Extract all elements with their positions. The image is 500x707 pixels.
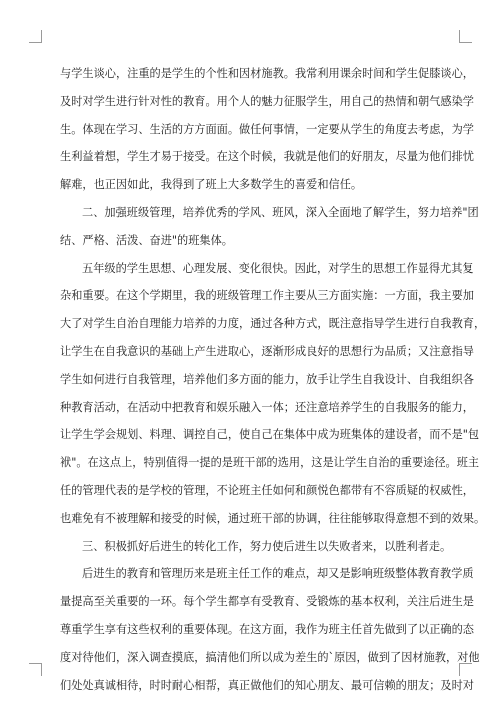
text-line: 学生如何进行自我管理，培养他们多方面的能力，放手让学生自我设计、自我组织各 <box>60 372 474 386</box>
text-line: 让学生在自我意识的基础上产生进取心，逐渐形成良好的思想行为品质；又注意指导 <box>60 344 474 358</box>
text-line: 袱"。在这点上，特别值得一提的是班干部的选用，这是让学生自治的重要途径。班主 <box>60 456 480 470</box>
text-line: 五年级的学生思想、心理发展、变化很快。因此，对学生的思想工作显得尤其复 <box>82 261 474 275</box>
crop-mark-bottom-left <box>29 663 42 676</box>
text-line: 种教育活动，在活动中把教育和娱乐融入一体；还注意培养学生的自我服务的能力， <box>60 400 474 414</box>
text-line: 三、积极抓好后进生的转化工作，努力使后进生以失败者来，以胜利者走。 <box>82 539 452 553</box>
text-line: 结、严格、活泼、奋进"的班集体。 <box>60 233 233 247</box>
crop-mark-top-right <box>459 30 472 43</box>
text-line: 大了对学生自治自理能力培养的力度，通过各种方式，既注意指导学生进行自我教育， <box>60 317 486 331</box>
text-line: 与学生谈心，注重的是学生的个性和因材施教。我常利用课余时间和学生促膝谈心， <box>60 67 474 80</box>
text-line: 让学生学会规划、料理、调控自己，使自己在集体中成为班集体的建设者，而不是"包 <box>60 428 480 442</box>
text-line: 杂和重要。在这个学期里，我的班级管理工作主要从三方面实施：一方面，我主要加 <box>60 289 474 303</box>
text-line: 也难免有不被理解和接受的时候，通过班干部的协调，往往能够取得意想不到的效果。 <box>60 511 486 525</box>
text-line: 解难，也正因如此，我得到了班上大多数学生的喜爱和信任。 <box>60 178 363 192</box>
text-line: 尊重学生享有这些权利的重要体现。在这方面，我作为班主任首先做到了以正确的态 <box>60 622 474 636</box>
text-line: 度对待他们，深入调查摸底，搞清他们所以成为差生的`原因，做到了因材施教，对他 <box>60 650 480 664</box>
text-line: 二、加强班级管理，培养优秀的学风、班风，深入全面地了解学生，努力培养"团 <box>82 205 479 219</box>
text-line: 生利益着想，学生才易于接受。在这个时候，我就是他们的好朋友，尽量为他们排忧 <box>60 150 474 164</box>
text-line: 及时对学生进行针对性的教育。用个人的魅力征服学生，用自己的热情和朝气感染学 <box>60 94 474 108</box>
text-line: 生。体现在学习、生活的方方面面。做任何事情，一定要从学生的角度去考虑，为学 <box>60 122 474 136</box>
crop-mark-bottom-right <box>459 663 472 676</box>
text-line: 量提高至关重要的一环。每个学生都享有受教育、受锻炼的基本权利，关注后进生是 <box>60 595 474 609</box>
text-line: 后进生的教育和管理历来是班主任工作的难点，却又是影响班级整体教育教学质 <box>82 567 474 581</box>
text-line: 们处处真诚相待，时时耐心相帮，真正做他们的知心朋友、最可信赖的朋友；及时对 <box>60 678 474 692</box>
document-body <box>60 60 486 699</box>
crop-mark-top-left <box>29 30 42 43</box>
text-line: 任的管理代表的是学校的管理，不论班主任如何和颜悦色都带有不容质疑的权威性， <box>60 483 474 497</box>
